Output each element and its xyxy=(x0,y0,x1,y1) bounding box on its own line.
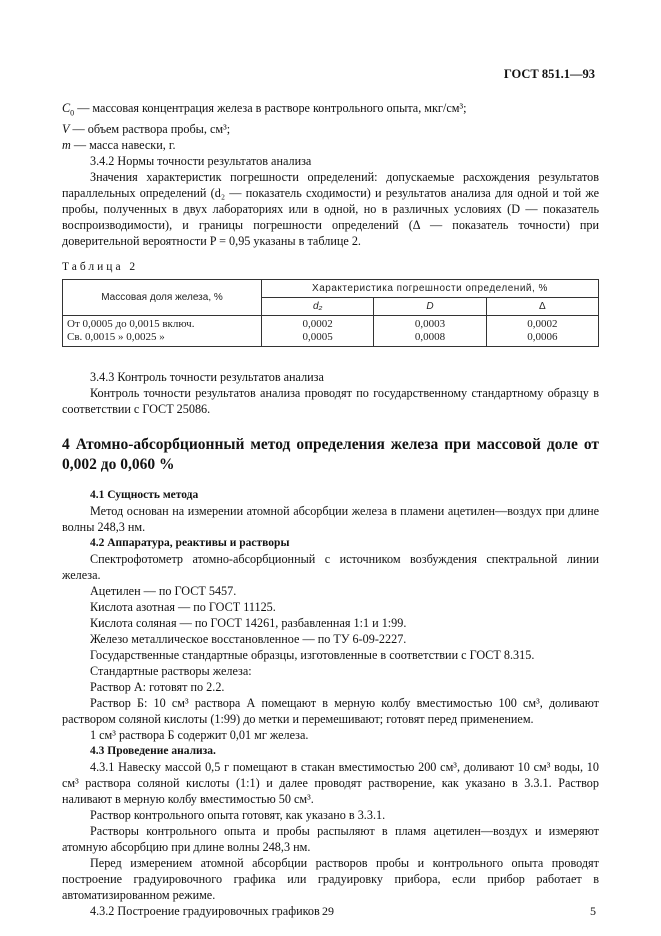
column-header-delta: Δ xyxy=(486,298,598,316)
section-3-4-3-text: Контроль точности результатов анализа проводят по государственному стандартному образцу в соответствии с ГОСТ 25086. xyxy=(62,386,599,417)
document-body xyxy=(62,100,599,919)
cell-value: 0,0005 xyxy=(302,331,333,344)
section-4-3-text-3: Растворы контрольного опыта и пробы распыляют в пламя ацетилен—воздух и измеряют атомную абсорбцию при длине волны 248,3 нм. xyxy=(62,824,599,855)
var-symbol: C xyxy=(62,101,71,115)
section-3-4-2-text: Значения характеристик погрешности определений: допускаемые расхождения результатов параллельных определений (d₂ — показатель сходимости) и результатов анализа для одной и той же пробы, полученных в двух лабораториях или в одной, но в различных условиях (D — показатель воспроизводимости), и границы погрешности определений (Δ — показатель точности) при доверительной вероятности P = 0,95 указаны в таблице 2. xyxy=(62,170,599,249)
list-item: Железо металлическое восстановленное — по ТУ 6-09-2227. xyxy=(90,632,407,647)
var-text: — массовая концентрация железа в растворе контрольного опыта, мкг/см³; xyxy=(74,101,467,115)
section-4-2-text: Спектрофотометр атомно-абсорбционный с источником возбуждения спектральной линии железа. xyxy=(62,552,599,583)
column-header-D: D xyxy=(374,298,486,316)
section-4-1-text: Метод основан на измерении атомной абсорбции железа в пламени ацетилен—воздух при длине волны 248,3 нм. xyxy=(62,504,599,535)
list-item: Государственные стандартные образцы, изготовленные в соответствии с ГОСТ 8.315. xyxy=(90,648,535,663)
section-4-3-text-4: Перед измерением атомной абсорбции растворов пробы и контрольного опыта проводят построение градуировочного графика или градуировку прибора, если прибор работает в автоматизированном режиме. xyxy=(62,856,599,903)
section-4-3-1-text: 4.3.1 Навеску массой 0,5 г помещают в стакан вместимостью 200 см³, доливают 10 см³ воды, 10 см³ раствора соляной кислоты (1:1) и далее проводят растворение, как указано в 3.3.1. Раствор наливают в мерную колбу вместимостью 50 см³. xyxy=(62,760,599,807)
cell-value: 0,0002 xyxy=(302,318,333,331)
row-label: Св. 0,0015 » 0,0025 » xyxy=(67,331,165,344)
list-item: Раствор А: готовят по 2.2. xyxy=(90,680,225,695)
solution-b-text: Раствор Б: 10 см³ раствора А помещают в мерную колбу вместимостью 100 см³, доливают раствором соляной кислоты (1:99) до метки и перемешивают; готовят перед применением. xyxy=(62,696,599,727)
var-subscript: 0 xyxy=(70,108,75,118)
row-label: От 0,0005 до 0,0015 включ. xyxy=(67,318,195,331)
row-labels xyxy=(63,316,262,347)
var-text: — масса навески, г. xyxy=(70,138,176,153)
section-4-3-text-2: Раствор контрольного опыта готовят, как указано в 3.3.1. xyxy=(90,808,386,823)
list-item: Кислота соляная — по ГОСТ 14261, разбавленная 1:1 и 1:99. xyxy=(90,616,407,631)
var-c0-definition xyxy=(62,100,599,121)
solution-b-content: 1 см³ раствора Б содержит 0,01 мг железа. xyxy=(90,728,309,743)
section-4-3-2-heading: 4.3.2 Построение градуировочных графиков xyxy=(90,904,320,919)
section-4-1-heading: 4.1 Сущность метода xyxy=(90,489,199,502)
cells-D xyxy=(374,316,486,347)
section-4-2-heading: 4.2 Аппаратура, реактивы и растворы xyxy=(90,537,290,550)
document-code: ГОСТ 851.1—93 xyxy=(503,67,595,81)
cells-delta xyxy=(486,316,598,347)
table-row xyxy=(63,316,599,347)
table-2 xyxy=(62,279,599,347)
list-item: Ацетилен — по ГОСТ 5457. xyxy=(90,584,237,599)
variable-definitions xyxy=(62,100,599,153)
var-m-definition xyxy=(62,137,599,153)
column-header-d2: d₂ xyxy=(262,298,374,316)
cells-d2 xyxy=(262,316,374,347)
var-symbol: m xyxy=(62,138,71,153)
column-group-header: Характеристика погрешности определений, % xyxy=(262,280,599,298)
var-symbol: V xyxy=(62,122,70,137)
var-text: — объем раствора пробы, см³; xyxy=(69,122,231,137)
page-number-right: 5 xyxy=(590,904,596,918)
section-3-4-3-heading: 3.4.3 Контроль точности результатов анализа xyxy=(90,370,324,385)
section-3-4-2-heading: 3.4.2 Нормы точности результатов анализа xyxy=(90,154,312,169)
var-v-definition xyxy=(62,121,599,137)
list-item: Кислота азотная — по ГОСТ 11125. xyxy=(90,600,276,615)
table-2-caption: Таблица 2 xyxy=(62,261,139,274)
cell-value: 0,0006 xyxy=(527,331,558,344)
page-number-center: 29 xyxy=(322,904,334,918)
cell-value: 0,0008 xyxy=(414,331,446,344)
list-item: Стандартные растворы железа: xyxy=(90,664,252,679)
section-4-title: 4 Атомно-абсорбционный метод определения железа при массовой доле от 0,002 до 0,060 % xyxy=(62,436,599,474)
cell-value: 0,0002 xyxy=(527,318,558,331)
cell-value: 0,0003 xyxy=(414,318,446,331)
section-4-3-heading: 4.3 Проведение анализа. xyxy=(90,745,216,758)
column-header-mass-fraction: Массовая доля железа, % xyxy=(63,280,262,316)
